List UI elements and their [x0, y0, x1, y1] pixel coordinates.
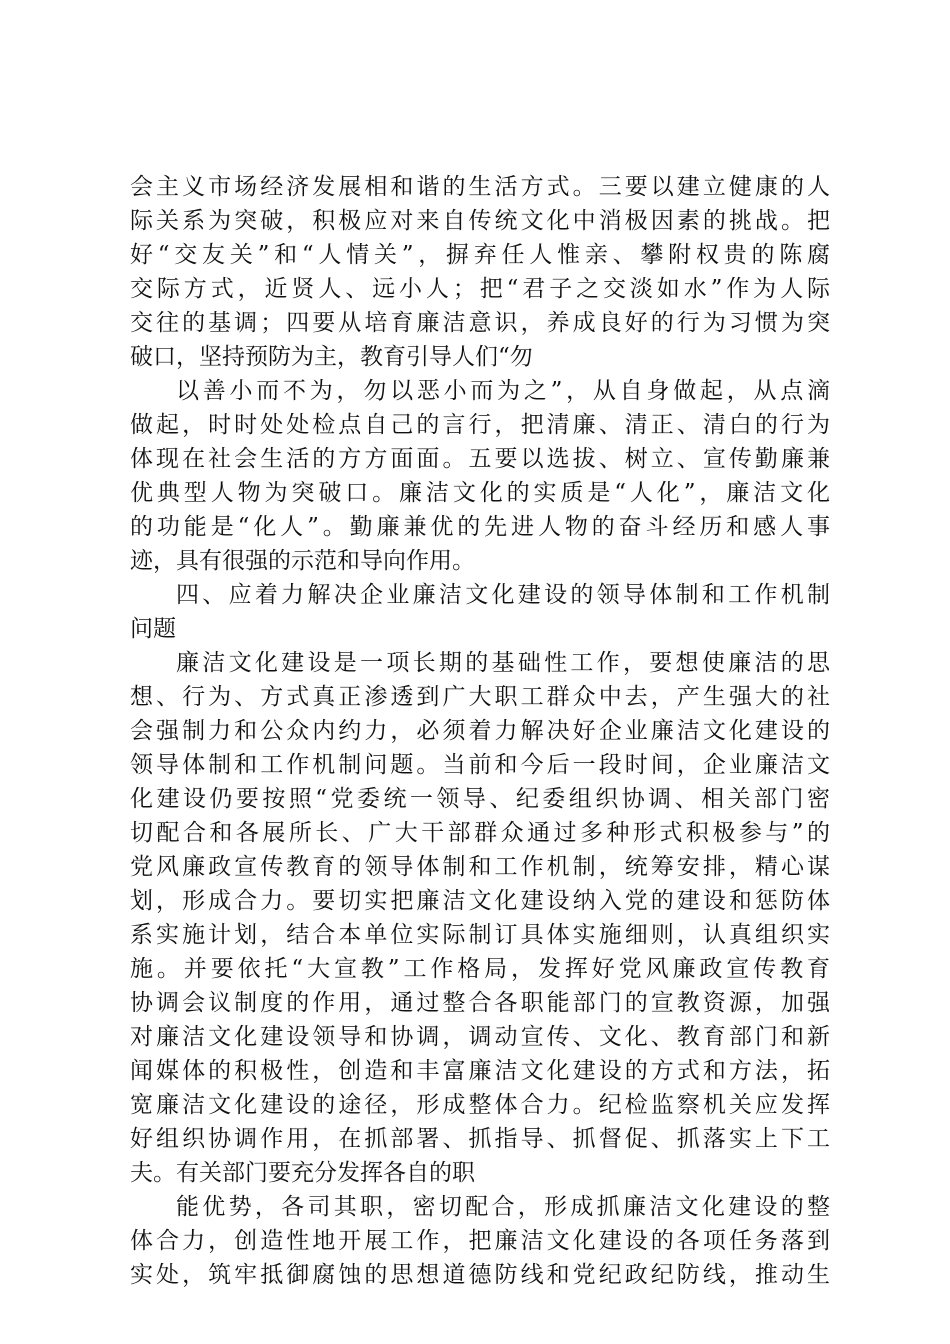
- text-line: 实处，筑牢抵御腐蚀的思想道德防线和党纪政纪防线，推动生: [130, 1262, 830, 1288]
- text-line: 好组织协调作用，在抓部署、抓指导、抓督促、抓落实上下工: [130, 1126, 830, 1152]
- text-line: 划，形成合力。要切实把廉洁文化建设纳入党的建设和惩防体: [130, 888, 830, 914]
- text-line: 能优势，各司其职，密切配合，形成抓廉洁文化建设的整: [176, 1194, 830, 1220]
- text-line: 系实施计划，结合本单位实际制订具体实施细则，认真组织实: [130, 922, 830, 948]
- text-line: 化建设仍要按照“党委统一领导、纪委组织协调、相关部门密: [130, 786, 830, 812]
- text-line: 会主义市场经济发展相和谐的生活方式。三要以建立健康的人: [130, 174, 830, 200]
- text-line: 好“交友关”和“人情关”，摒弃任人惟亲、攀附权贵的陈腐: [130, 242, 830, 268]
- text-line: 迹，具有很强的示范和导向作用。: [130, 548, 475, 574]
- text-line: 党风廉政宣传教育的领导体制和工作机制，统筹安排，精心谋: [130, 854, 830, 880]
- text-line: 切配合和各展所长、广大干部群众通过多种形式积极参与”的: [130, 820, 830, 846]
- body-text: [130, 170, 830, 1292]
- text-line: 宽廉洁文化建设的途径，形成整体合力。纪检监察机关应发挥: [130, 1092, 830, 1118]
- text-line: 廉洁文化建设是一项长期的基础性工作，要想使廉洁的思: [176, 650, 830, 676]
- text-line: 会强制力和公众内约力，必须着力解决好企业廉洁文化建设的: [130, 718, 830, 744]
- text-line: 交往的基调；四要从培育廉洁意识，养成良好的行为习惯为突: [130, 310, 830, 336]
- text-line: 体合力，创造性地开展工作，把廉洁文化建设的各项任务落到: [130, 1228, 830, 1254]
- text-line: 施。并要依托“大宣教”工作格局，发挥好党风廉政宣传教育: [130, 956, 830, 982]
- text-line: 际关系为突破，积极应对来自传统文化中消极因素的挑战。把: [130, 208, 830, 234]
- text-line: 协调会议制度的作用，通过整合各职能部门的宣教资源，加强: [130, 990, 830, 1016]
- text-line: 体现在社会生活的方方面面。五要以选拔、树立、宣传勤廉兼: [130, 446, 830, 472]
- text-line: 闻媒体的积极性，创造和丰富廉洁文化建设的方式和方法，拓: [130, 1058, 830, 1084]
- text-line: 对廉洁文化建设领导和协调，调动宣传、文化、教育部门和新: [130, 1024, 830, 1050]
- text-line: 破口，坚持预防为主，教育引导人们“勿: [130, 344, 533, 370]
- text-line: 优典型人物为突破口。廉洁文化的实质是“人化”，廉洁文化: [130, 480, 830, 506]
- text-line: 交际方式，近贤人、远小人；把“君子之交淡如水”作为人际: [130, 276, 830, 302]
- text-line: 做起，时时处处检点自己的言行，把清廉、清正、清白的行为: [130, 412, 830, 438]
- text-line: 的功能是“化人”。勤廉兼优的先进人物的奋斗经历和感人事: [130, 514, 830, 540]
- text-line: 夫。有关部门要充分发挥各自的职: [130, 1160, 475, 1186]
- text-line: 以善小而不为，勿以恶小而为之”，从自身做起，从点滴: [176, 378, 830, 404]
- section-heading-line: 问题: [130, 616, 176, 642]
- section-heading-line: 四、应着力解决企业廉洁文化建设的领导体制和工作机制: [176, 582, 830, 608]
- text-line: 想、行为、方式真正渗透到广大职工群众中去，产生强大的社: [130, 684, 830, 710]
- text-line: 领导体制和工作机制问题。当前和今后一段时间，企业廉洁文: [130, 752, 830, 778]
